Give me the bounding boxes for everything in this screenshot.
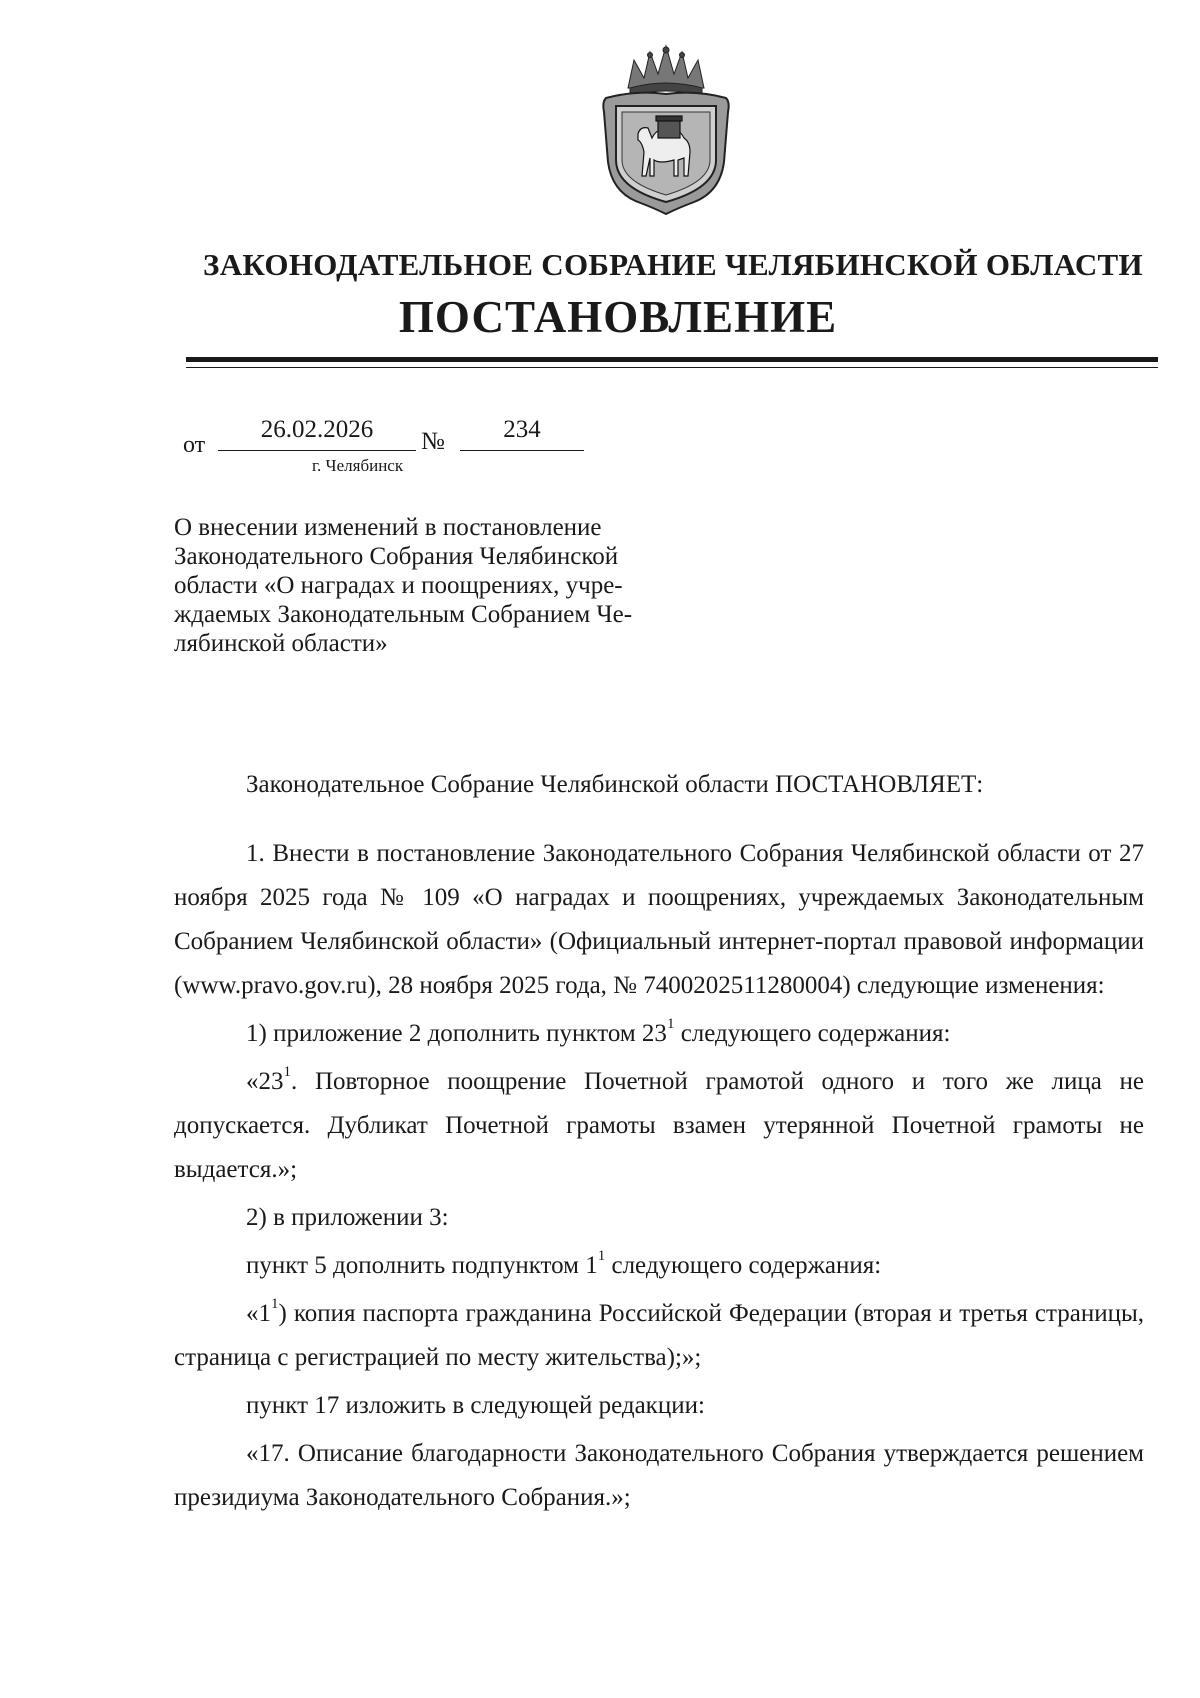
document-date: 26.02.2026 — [260, 416, 374, 443]
resolution-preamble: Законодательное Собрание Челябинской области ПОСТАНОВЛЯЕТ: — [246, 771, 984, 798]
body-paragraph-1: 1. Внести в постановление Законодательного Собрания Челябинской области от 27 ноября 2025 года № 109 «О наградах и поощрениях, учреждаемых Законодательным Собранием Челябинской области» (Официальный интернет-портал правовой информации (www.pravo.gov.ru), 28 ноября 2025 года, № 7400202511280004) следующие изменения: — [174, 840, 1144, 999]
text-fragment: «23 — [246, 1068, 284, 1095]
text-fragment: пункт 5 дополнить подпунктом 1 — [246, 1252, 598, 1279]
text-fragment: следующего содержания: — [674, 1020, 951, 1047]
document-subject — [174, 513, 664, 658]
body-paragraph-5 — [174, 1244, 1144, 1288]
number-underline — [460, 450, 584, 451]
body-paragraph-4: 2) в приложении 3: — [246, 1204, 449, 1231]
document-number: 234 — [503, 416, 541, 443]
body-paragraph-3 — [174, 1060, 1144, 1192]
document-body — [174, 832, 1144, 1520]
number-label: № — [421, 428, 445, 455]
subject-line: О внесении изменений в постановление — [174, 514, 602, 541]
body-paragraph-7: пункт 17 изложить в следующей редакции: — [246, 1392, 705, 1419]
body-paragraph-6 — [174, 1292, 1144, 1380]
superscript: 1 — [271, 1295, 279, 1312]
text-fragment: следующего содержания: — [605, 1252, 882, 1279]
document-type-heading: ПОСТАНОВЛЕНИЕ — [398, 292, 838, 342]
organization-title: ЗАКОНОДАТЕЛЬНОЕ СОБРАНИЕ ЧЕЛЯБИНСКОЙ ОБЛАСТИ — [203, 247, 1143, 282]
header-divider-thick — [186, 357, 1158, 362]
subject-line: лябинской области» — [174, 630, 388, 657]
city-label: г. Челябинск — [312, 456, 404, 475]
superscript: 1 — [666, 1015, 675, 1032]
superscript: 1 — [597, 1247, 606, 1264]
coat-of-arms-icon — [598, 42, 734, 216]
body-paragraph-2 — [174, 1012, 1144, 1056]
text-fragment: . Повторное поощрение Почетной грамотой одного и того же лица не допускается. Дубликат Почетной грамоты взамен утерянной Почетной грамоты не выдается.»; — [174, 1068, 1144, 1183]
subject-line: области «О наградах и поощрениях, учре- — [174, 572, 623, 599]
header-divider-thin — [186, 367, 1158, 368]
text-fragment: «1 — [246, 1300, 271, 1327]
text-fragment: 1) приложение 2 дополнить пунктом 23 — [246, 1020, 667, 1047]
body-paragraph-8: «17. Описание благодарности Законодательного Собрания утверждается решением президиума Законодательного Собрания.»; — [174, 1440, 1144, 1511]
date-underline — [218, 450, 416, 451]
text-fragment: ) копия паспорта гражданина Российской Федерации (вторая и третья страницы, страница с регистрацией по месту жительства);»; — [174, 1300, 1144, 1371]
date-label: от — [183, 432, 206, 458]
superscript: 1 — [283, 1063, 291, 1080]
subject-line: Законодательного Собрания Челябинской — [174, 543, 619, 570]
subject-line: ждаемых Законодательным Собранием Че- — [174, 601, 633, 628]
